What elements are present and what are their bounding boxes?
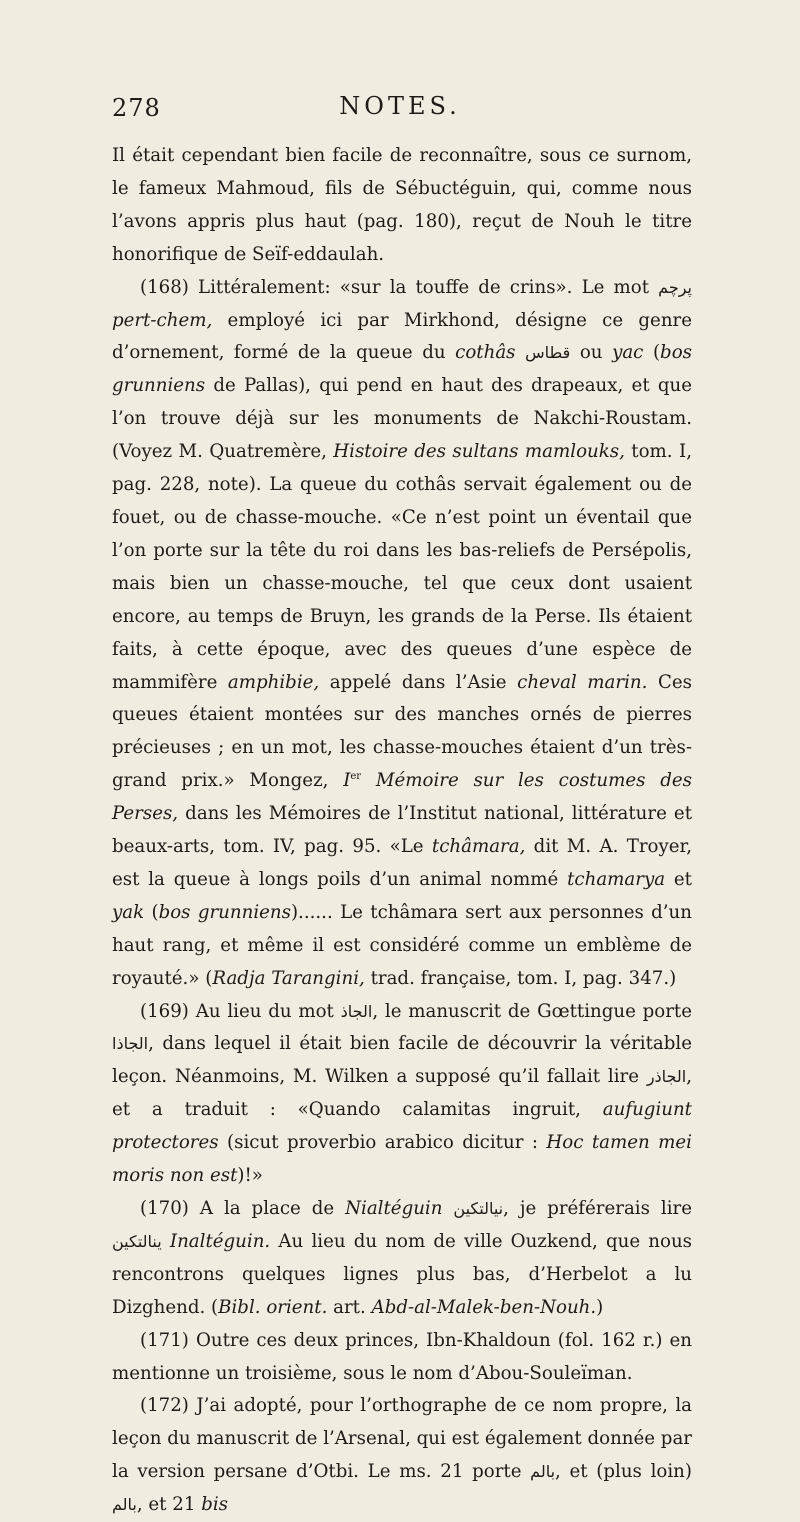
text-run: , le manuscrit de Gœttingue porte <box>372 1000 692 1022</box>
text-run: et <box>665 868 692 890</box>
italic-run: pert-chem, <box>112 309 213 331</box>
italic-run: bis <box>201 1494 228 1516</box>
text-run <box>516 342 526 363</box>
page-number: 278 <box>112 94 161 122</box>
italic-run: tchamarya <box>567 868 666 890</box>
text-run: tom. I, pag. 228, note). La queue du cothâs servait également ou de fouet, ou de chasse-mouche. «Ce n’est point un éventail que l’on porte sur la tête du roi dans les bas-reliefs de Persépolis, mais bien un chasse-mouche, tel que ceux dont usaient encore, au temps de Bruyn, les grands de la Perse. Ils étaient faits, à cette époque, avec des queues d’une espèce de mammifère <box>112 441 692 693</box>
italic-run: cothâs <box>455 342 516 364</box>
text-run: ( <box>643 342 661 364</box>
text-run: art. <box>327 1296 372 1318</box>
arabic-word: الجاذر <box>646 1067 687 1087</box>
text-run: (171) Outre ces deux princes, Ibn-Khaldoun (fol. 162 r.) en mentionne un troisième, sous le nom d’Abou-Souleïman. <box>112 1329 692 1384</box>
arabic-word: الجاذا <box>112 1034 149 1054</box>
italic-run: bos grunniens <box>112 342 692 397</box>
text-run: , et 21 <box>136 1494 202 1516</box>
superscript: er <box>350 771 362 783</box>
text-run: Au lieu du nom de ville Ouzkend, que nous rencontrons quelques lignes plus bas, d’Herbelot a lu Dizghend. ( <box>112 1230 692 1318</box>
italic-run: Histoire des sultans mamlouks, <box>333 441 625 463</box>
page-header <box>112 90 688 130</box>
text-run: , et a traduit : «Quando calamitas ingruit, <box>112 1066 692 1121</box>
italic-run: Mémoire sur les costumes des Perses, <box>112 770 692 825</box>
text-run: dit M. A. Troyer, est la queue à longs poils d’un animal nommé <box>112 836 692 890</box>
note-170 <box>112 1193 692 1325</box>
italic-run: I <box>343 770 351 792</box>
text-run: de Pallas), qui pend en haut des drapeaux, et que l’on trouve déjà sur les monuments de Nakchi-Roustam. (Voyez M. Quatremère, <box>112 375 692 463</box>
text-run: , je préférerais lire <box>503 1198 692 1219</box>
arabic-word: قطاس <box>525 343 571 363</box>
text-run <box>162 1231 170 1252</box>
notes-body <box>112 140 692 1522</box>
text-run: , et (plus loin) <box>555 1461 692 1483</box>
arabic-word: ینالتکین <box>112 1231 162 1251</box>
arabic-word: پرچم <box>658 277 692 297</box>
arabic-word: بالم <box>112 1495 137 1515</box>
running-title: NOTES. <box>339 92 461 120</box>
note-171 <box>112 1325 692 1391</box>
text-run: trad. française, tom. I, pag. 347.) <box>364 967 677 989</box>
italic-run: Inaltéguin. <box>169 1230 271 1252</box>
italic-run: cheval marin. <box>517 671 648 693</box>
italic-run: tchâmara, <box>431 836 526 858</box>
italic-run: Nialtéguin <box>345 1198 443 1219</box>
text-run: dans les Mémoires de l’Institut national, littérature et beaux-arts, tom. IV, pag. 95. «Le <box>112 803 692 858</box>
note-paragraph <box>112 140 692 272</box>
italic-run: bos grunniens <box>158 901 291 923</box>
italic-run: Abd-al-Malek-ben-Nouh. <box>371 1296 597 1318</box>
text-run: Ces queues étaient montées sur des manches ornés de pierres précieuses ; en un mot, les chasse-mouches étaient d’un très-grand prix.» Mongez, <box>112 671 692 792</box>
text-run: (168) Littéralement: «sur la touffe de crins». Le mot <box>140 276 659 298</box>
text-run: (170) A la place de <box>140 1198 346 1219</box>
text-run <box>442 1198 453 1219</box>
arabic-word: نیالتکین <box>453 1199 504 1218</box>
text-run: ou <box>570 342 613 364</box>
text-run: appelé dans l’Asie <box>319 671 518 693</box>
italic-run: yak <box>112 901 145 923</box>
arabic-word: بالم <box>530 1462 556 1482</box>
note-168 <box>112 272 692 996</box>
text-run: (sicut proverbio arabico dicitur : <box>218 1132 547 1154</box>
text-run: )...... Le tchâmara sert aux personnes d’un haut rang, et même il est considéré comme un emblème de royauté.» ( <box>112 901 692 989</box>
text-run: ( <box>144 901 159 923</box>
text-run <box>361 770 376 791</box>
italic-run: amphibie, <box>227 671 320 693</box>
italic-run: Bibl. orient. <box>218 1296 328 1318</box>
text-run: , dans lequel il était bien facile de découvrir la véritable leçon. Néanmoins, M. Wilken a supposé qu’il fallait lire <box>112 1033 692 1088</box>
italic-run: yac <box>612 342 644 364</box>
arabic-word: الجاذ <box>340 1001 373 1021</box>
note-172 <box>112 1390 692 1522</box>
italic-run: Hoc tamen mei moris non est <box>112 1132 692 1187</box>
text-run: ) <box>596 1296 604 1318</box>
text-run: (169) Au lieu du mot <box>140 1000 341 1022</box>
note-169 <box>112 996 692 1193</box>
text-run: (172) J’ai adopté, pour l’orthographe de ce nom propre, la leçon du manuscrit de l’Arsenal, qui est également donnée par la version persane d’Otbi. Le ms. 21 porte <box>112 1395 692 1483</box>
text-run: Il était cependant bien facile de reconnaître, sous ce surnom, le fameux Mahmoud, fils de Sébuctéguin, qui, comme nous l’avons appris plus haut (pag. 180), reçut de Nouh le titre honorifique de Seïf-eddaulah. <box>112 145 692 265</box>
italic-run: Radja Tarangini, <box>212 967 365 989</box>
italic-run: aufugiunt protectores <box>112 1099 692 1154</box>
text-run: )!» <box>237 1165 263 1187</box>
text-run: employé ici par Mirkhond, désigne ce genre d’ornement, formé de la queue du <box>112 309 692 364</box>
